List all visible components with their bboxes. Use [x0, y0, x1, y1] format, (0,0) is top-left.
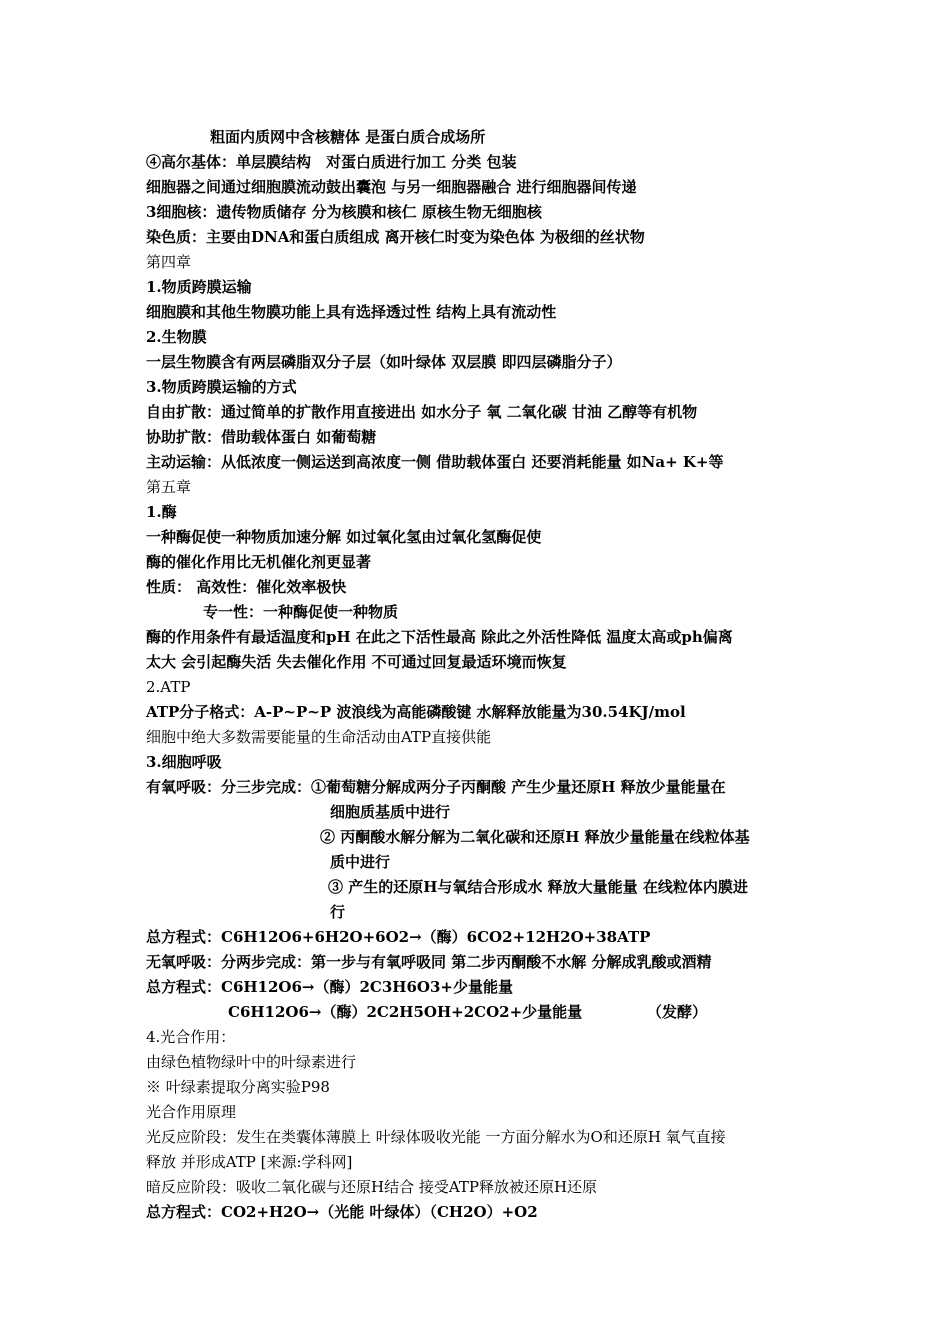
equation-line: 总方程式：CO2+H2O→（光能 叶绿体）（CH2O）+O2	[146, 1203, 538, 1221]
text-line: 染色质：主要由DNA和蛋白质组成 离开核仁时变为染色体 为极细的丝状物	[146, 228, 645, 246]
text-line: 性质： 高效性：催化效率极快	[146, 578, 347, 596]
text-line: 质中进行	[330, 853, 391, 871]
text-line: 酶的作用条件有最适温度和pH 在此之下活性最高 除此之外活性降低 温度太高或ph偏离	[146, 628, 733, 646]
text-line: 细胞器之间通过细胞膜流动鼓出囊泡 与另一细胞器融合 进行细胞器间传递	[146, 178, 637, 196]
section-heading: 2.ATP	[146, 678, 191, 696]
section-heading: 1.物质跨膜运输	[146, 278, 252, 296]
chapter-heading: 第四章	[146, 253, 192, 271]
text-line: 细胞中绝大多数需要能量的生命活动由ATP直接供能	[146, 728, 492, 746]
text-line: 协助扩散：借助载体蛋白 如葡萄糖	[146, 428, 377, 446]
section-heading: 3.物质跨膜运输的方式	[146, 378, 297, 396]
text-line: 粗面内质网中含核糖体 是蛋白质合成场所	[210, 128, 486, 146]
text-line: 细胞质基质中进行	[330, 803, 451, 821]
text-line: 一层生物膜含有两层磷脂双分子层（如叶绿体 双层膜 即四层磷脂分子）	[146, 353, 622, 371]
text-line: ② 丙酮酸水解分解为二氧化碳和还原H 释放少量能量在线粒体基	[320, 828, 750, 846]
section-heading: 4.光合作用：	[146, 1028, 236, 1046]
text-line: ATP分子格式：A-P~P~P 波浪线为高能磷酸键 水解释放能量为30.54KJ/mol	[146, 703, 686, 721]
text-line: 无氧呼吸：分两步完成：第一步与有氧呼吸同 第二步丙酮酸不水解 分解成乳酸或酒精	[146, 953, 712, 971]
text-line: 暗反应阶段：吸收二氧化碳与还原H结合 接受ATP释放被还原H还原	[146, 1178, 598, 1196]
text-line: 自由扩散：通过简单的扩散作用直接进出 如水分子 氧 二氧化碳 甘油 乙醇等有机物	[146, 403, 698, 421]
equation-line: 总方程式：C6H12O6→（酶）2C3H6O3+少量能量	[146, 978, 513, 996]
equation-line: 总方程式：C6H12O6+6H2O+6O2→（酶）6CO2+12H2O+38ATP	[146, 928, 651, 946]
text-line: 酶的催化作用比无机催化剂更显著	[146, 553, 372, 571]
text-line: 由绿色植物绿叶中的叶绿素进行	[146, 1053, 357, 1071]
text-line: 光反应阶段：发生在类囊体薄膜上 叶绿体吸收光能 一方面分解水为O和还原H 氧气直接	[146, 1128, 726, 1146]
text-line: 释放 并形成ATP [来源:学科网]	[146, 1153, 353, 1171]
text-line: 一种酶促使一种物质加速分解 如过氧化氢由过氧化氢酶促使	[146, 528, 542, 546]
section-heading: 1.酶	[146, 503, 177, 521]
section-heading: 3.细胞呼吸	[146, 753, 222, 771]
text-line: 太大 会引起酶失活 失去催化作用 不可通过回复最适环境而恢复	[146, 653, 567, 671]
text-line: ③ 产生的还原H与氧结合形成水 释放大量能量 在线粒体内膜进	[328, 878, 748, 896]
text-line: 光合作用原理	[146, 1103, 237, 1121]
text-line: ④高尔基体：单层膜结构 对蛋白质进行加工 分类 包装	[146, 153, 517, 171]
equation-line: C6H12O6→（酶）2C2H5OH+2CO2+少量能量	[228, 1003, 583, 1021]
chapter-heading: 第五章	[146, 478, 192, 496]
section-heading: 2.生物膜	[146, 328, 207, 346]
text-line: （发酵）	[647, 1003, 708, 1021]
text-line: 有氧呼吸：分三步完成：①葡萄糖分解成两分子丙酮酸 产生少量还原H 释放少量能量在	[146, 778, 726, 796]
text-line: 主动运输：从低浓度一侧运送到高浓度一侧 借助载体蛋白 还要消耗能量 如Na+ K+等	[146, 453, 724, 471]
text-line: 行	[330, 903, 346, 921]
text-line: 细胞膜和其他生物膜功能上具有选择透过性 结构上具有流动性	[146, 303, 557, 321]
text-line: ※ 叶绿素提取分离实验P98	[146, 1078, 330, 1096]
text-line: 3细胞核：遗传物质储存 分为核膜和核仁 原核生物无细胞核	[146, 203, 542, 221]
text-line: 专一性：一种酶促使一种物质	[203, 603, 399, 621]
